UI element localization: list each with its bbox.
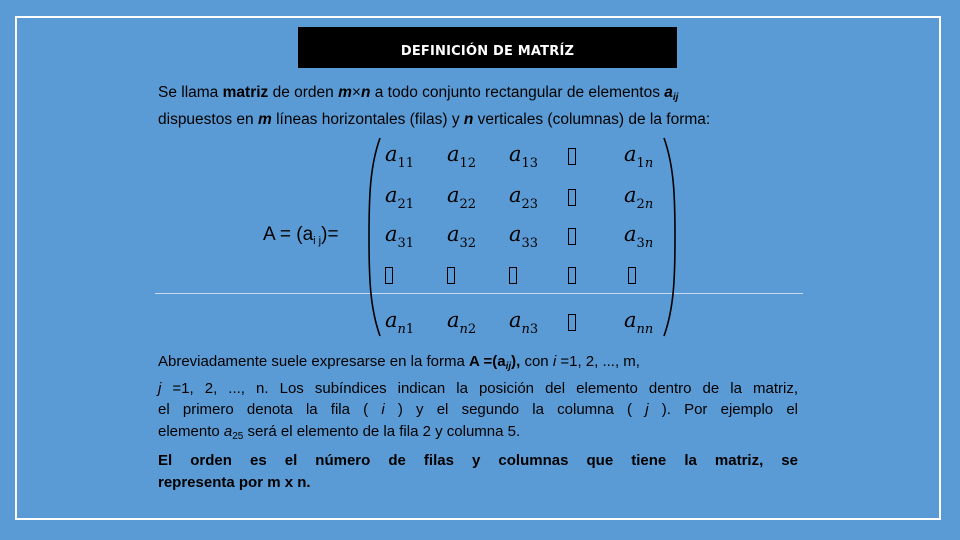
element-subscript: 33 — [521, 236, 539, 251]
ellipsis-glyph — [447, 267, 455, 284]
matrix-element — [624, 142, 653, 171]
definition-line-2 — [158, 109, 808, 131]
text: dispuestos en — [158, 111, 258, 128]
element-subscript: 31 — [397, 236, 415, 251]
element-base: a — [509, 308, 522, 332]
var-j: j — [645, 401, 649, 418]
var-m: m — [257, 111, 272, 128]
text: a todo conjunto rectangular de elementos — [370, 84, 665, 101]
matrix-element — [385, 222, 414, 251]
right-parenthesis — [662, 136, 678, 338]
element-base: a — [624, 308, 637, 332]
element-subscript: 13 — [521, 156, 539, 171]
element-base: a — [385, 308, 398, 332]
times-sign: × — [351, 84, 361, 101]
subscript-25: 25 — [232, 430, 244, 442]
element-base: a — [385, 222, 398, 246]
var-j: j — [158, 379, 162, 397]
formula: A =(a — [469, 353, 506, 370]
text: con — [520, 353, 553, 370]
var-n: n — [360, 84, 371, 101]
title-banner — [298, 27, 677, 68]
element-base: a — [509, 183, 522, 207]
var-a: a — [223, 422, 233, 440]
var-i: i — [381, 401, 385, 418]
order-line-1: El orden es el número de filas y columnas que tiene la matriz, se — [158, 452, 798, 469]
text: líneas horizontales (filas) y — [271, 111, 464, 128]
text: ) y el segundo la columna ( — [384, 401, 646, 418]
ellipsis-glyph — [568, 148, 576, 165]
matrix-lhs — [263, 224, 339, 247]
matrix-element — [624, 183, 653, 212]
ellipsis-glyph — [568, 228, 576, 245]
matrix-element — [509, 183, 538, 212]
text: el primero denota la fila ( — [158, 401, 382, 418]
ellipsis-glyph — [628, 267, 636, 284]
element-subscript: 23 — [521, 197, 539, 212]
text: Abreviadamente suele expresarse en la forma — [158, 353, 470, 370]
matrix-element — [385, 142, 414, 171]
ellipsis-glyph — [385, 267, 393, 284]
element-base: a — [447, 142, 460, 166]
element-subscript: 11 — [397, 156, 415, 171]
text: =1, 2, ..., n. Los subíndices indican la posición del elemento dentro de la matriz, — [161, 379, 798, 397]
var-m: m — [338, 84, 352, 101]
element-subscript: 1n — [636, 156, 654, 171]
abbreviation-paragraph — [158, 351, 798, 447]
matrix-element — [447, 308, 476, 337]
subscript: i j — [313, 235, 322, 247]
text: elemento — [158, 422, 224, 440]
matrix-element — [447, 183, 476, 212]
matrix-element — [509, 222, 538, 251]
matrix-element — [447, 142, 476, 171]
var-a: a — [664, 84, 673, 101]
definition-line-1 — [158, 82, 808, 109]
order-line-2: representa por m x n. — [158, 474, 311, 491]
text: verticales (columnas) de la forma: — [473, 111, 711, 128]
ellipsis-glyph — [568, 314, 576, 331]
subscript-ij: ij — [505, 361, 512, 372]
abbrev-line-4 — [158, 421, 798, 448]
var-n: n — [463, 111, 474, 128]
formula-end: ), — [511, 353, 521, 370]
element-base: a — [624, 142, 637, 166]
abbrev-line-2 — [158, 378, 798, 400]
element-base: a — [624, 222, 637, 246]
abbrev-line-3 — [158, 399, 798, 421]
element-subscript: n1 — [397, 322, 415, 337]
element-base: a — [447, 183, 460, 207]
element-subscript: n2 — [459, 322, 477, 337]
matrix-element — [624, 222, 653, 251]
definition-paragraph — [158, 82, 808, 131]
matrix-element — [624, 308, 653, 337]
text: ). Por ejemplo el — [648, 401, 798, 418]
term-matriz: matriz — [222, 84, 269, 101]
order-paragraph — [158, 450, 798, 494]
text: =1, 2, ..., m, — [556, 353, 640, 370]
element-base: a — [385, 142, 398, 166]
ellipsis-glyph — [568, 267, 576, 284]
element-base: a — [385, 183, 398, 207]
element-subscript: 22 — [459, 197, 477, 212]
element-subscript: 32 — [459, 236, 477, 251]
element-subscript: 2n — [636, 197, 654, 212]
var-i: i — [552, 353, 557, 370]
element-subscript: n3 — [521, 322, 539, 337]
text: )= — [321, 224, 339, 245]
text: A = (a — [263, 224, 314, 245]
element-base: a — [447, 308, 460, 332]
abbrev-line-1 — [158, 351, 798, 378]
ellipsis-glyph — [509, 267, 517, 284]
element-subscript: 21 — [397, 197, 415, 212]
text: Se llama — [158, 84, 223, 101]
text: será el elemento de la fila 2 y columna 5. — [243, 422, 521, 440]
matrix-element — [385, 308, 414, 337]
element-subscript: 12 — [459, 156, 477, 171]
matrix-element — [509, 142, 538, 171]
matrix-element — [385, 183, 414, 212]
matrix-display — [366, 136, 676, 340]
slide-title: DEFINICIÓN DE MATRÍZ — [400, 44, 575, 59]
matrix-element — [447, 222, 476, 251]
ellipsis-glyph — [568, 189, 576, 206]
element-base: a — [509, 222, 522, 246]
subscript-ij: ij — [672, 92, 679, 103]
element-subscript: nn — [636, 322, 654, 337]
matrix-element — [509, 308, 538, 337]
element-base: a — [447, 222, 460, 246]
text: de orden — [268, 84, 339, 101]
element-subscript: 3n — [636, 236, 654, 251]
left-parenthesis — [366, 136, 382, 338]
element-base: a — [509, 142, 522, 166]
element-base: a — [624, 183, 637, 207]
